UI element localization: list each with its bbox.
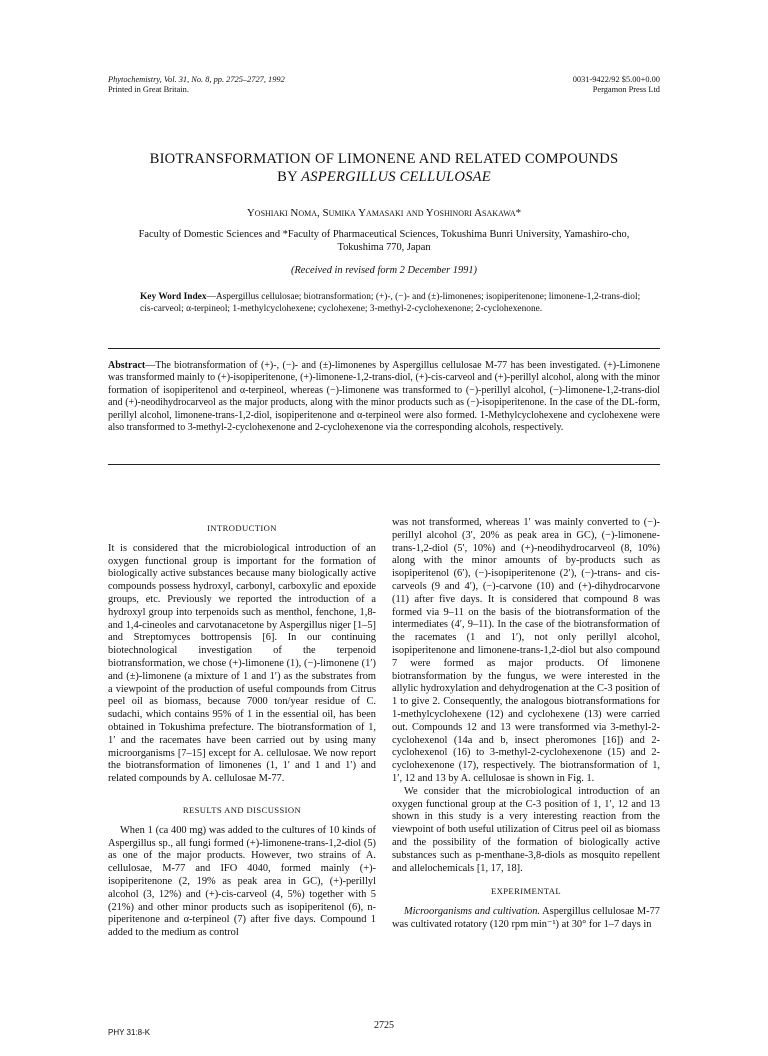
- article-title: [108, 150, 660, 186]
- affiliation-line-2: Tokushima 770, Japan: [337, 242, 431, 253]
- experimental-text: [392, 906, 660, 932]
- journal-line-2: Printed in Great Britain.: [108, 85, 189, 94]
- keyword-index: [140, 292, 645, 315]
- received-date: (Received in revised form 2 December 1991): [291, 265, 477, 276]
- affiliation: [108, 228, 660, 254]
- divider-top: [108, 348, 660, 349]
- journal-line-1: Phytochemistry, Vol. 31, No. 8, pp. 2725–2727, 1992: [108, 75, 285, 84]
- footer-code: PHY 31:8-K: [108, 1028, 151, 1037]
- title-line-1: BIOTRANSFORMATION OF LIMONENE AND RELATED COMPOUNDS: [149, 151, 619, 167]
- affiliation-line-1: Faculty of Domestic Sciences and *Faculty of Pharmaceutical Sciences, Tokushima Bunri University, Yamashiro-cho,: [138, 229, 630, 240]
- introduction-text: It is considered that the microbiological introduction of an oxygen functional group is important for the formation of biologically active substances because many biologically active compounds possess hydroxyl, carbonyl, carboxylic and epoxide groups, etc. Previously we reported the introduction of a hydroxyl group into terpenoids such as menthol, fenchone, 1,8- and 1,4-cineoles and carvotanacetone by Aspergillus niger [1–5] and Streptomyces bottropensis [6]. In our continuing biotechnological investigation of the terpenoid biotransformation, we chose (+)-limonene (1), (−)-limonene (1′) and (±)-limonene (a mixture of 1 and 1′) as the substrates from a viewpoint of the production of useful compounds from Citrus peel oil as biomass, because 7000 ton/year residue of C. sudachi, which contains 95% of 1 in the essential oil, has been obtained in Tokushima prefecture. The biotransformation of 1, 1′ and the racemates have been carried out by using many microorganisms [7–15] except for A. cellulosae. We now report the biotransformation of limonenes (1, 1′ and 1 and 1′) and related compounds by A. cellulosae M-77.: [108, 542, 376, 785]
- keyword-label: Key Word Index: [140, 292, 207, 302]
- publisher-name: Pergamon Press Ltd: [592, 85, 660, 94]
- abstract-text: —The biotransformation of (+)-, (−)- and (±)-limonenes by Aspergillus cellulosae M-77 has been investigated. (+)-Limonene was transformed mainly to (+)-isopiperitenone, (+)-limonene-1,2-trans-diol, (+)-cis-carveol and (+)-perillyl alcohol, along with the minor formation of isopiperitenol and α-terpineol, whereas (−)-limonene was transformed to (−)-perillyl alcohol, (−)-limonene-1,2-trans-diol and (+)-neodihydrocarveol as the major products, along with the minor products such as (−)-isopiperitenone. In the case of the DL-form, perillyl alcohol, limonene-trans-1,2-diol, isopiperitenone and α-terpineol were also formed. 1-Methylcyclohexene and cyclohexene were also transformed to 3-methyl-2-cyclohexenone and 2-cyclohexenone via the corresponding alcohols, respectively.: [108, 360, 660, 434]
- price-code: 0031-9422/92 $5.00+0.00: [572, 75, 660, 84]
- abstract-label: Abstract: [108, 360, 146, 371]
- introduction-heading: INTRODUCTION: [207, 523, 277, 533]
- page-number: 2725: [374, 1020, 394, 1031]
- keyword-text: —Aspergillus cellulosae; biotransformation; (+)-, (−)- and (±)-limonenes; isopiperitenone; limonene-1,2-trans-diol; cis-carveol; α-terpineol; 1-methylcyclohexene; cyclohexene; 3-methyl-2-cyclohexenone; 2-cyclohexenone.: [140, 292, 641, 314]
- discussion-text: We consider that the microbiological introduction of an oxygen functional group at the C-3 position of 1, 1′, 12 and 13 shown in this study is a very interesting reaction from the viewpoint of both useful utilization of Citrus peel oil as biomass and the possibility of the formation of biologically active substances such as p-menthane-3,8-diols as mosquito repellent and allelochemicals [1, 17, 18].: [392, 785, 660, 874]
- journal-citation: [108, 75, 285, 95]
- title-line-2: [108, 168, 660, 186]
- abstract: [108, 360, 660, 434]
- results-text: When 1 (ca 400 mg) was added to the cultures of 10 kinds of Aspergillus sp., all fungi formed (+)-limonene-trans-1,2-diol (5) as one of the major products. However, two strains of A. cellulosae, M-77 and IFO 4040, formed mainly (+)-isopiperitenone (2, 19% as peak area in GC), (+)-perillyl alcohol (3, 12%) and (+)-cis-carveol (4, 5%) together with 5 (21%) and other minor products such as isopiperitenol (6), n-piperitenone and α-terpineol (7) after five days. Compound 1 added to the medium as control: [108, 824, 376, 939]
- divider-bottom: [108, 464, 660, 465]
- experimental-label: Microorganisms and cultivation.: [404, 906, 541, 918]
- experimental-heading: EXPERIMENTAL: [491, 886, 561, 897]
- authors: Yoshiaki Noma, Sumika Yamasaki and Yoshinori Asakawa*: [246, 207, 522, 219]
- left-column: [108, 522, 376, 940]
- title-organism: ASPERGILLUS CELLULOSAE: [301, 169, 491, 185]
- title-by: BY: [277, 169, 302, 185]
- right-column: [392, 517, 660, 932]
- publisher-code: [573, 75, 660, 95]
- results-heading: RESULTS AND DISCUSSION: [182, 804, 302, 815]
- results-continued: was not transformed, whereas 1′ was mainly converted to (−)-perillyl alcohol (3′, 20% as peak area in GC), (−)-limonene-trans-1,2-diol (5′, 10%) and (+)-neodihydrocarveol (8, 10%) along with the minor amounts of by-products such as isopiperitenol (6′), (−)-isopiperitenone (2′), (−)-trans- and cis-carveols (9 and 4′), (−)-carvone (10) and (+)-dihydrocarvone (11) after five days. It is considered that compound 8 was formed via 9–11 on the basis of the biotransformation of the intermediates (4′, 9–11). In the case of the biotransformation of the racemates (1 and 1′), not only perillyl alcohol, isopiperitenone and limonene-trans-1,2-diol but also compound 7 were formed as major products. Of limonene biotransformation by the fungus, we were interested in the allylic hydroxylation and dehydrogenation at the C-3 position of 1 to give 2. Consequently, the analogous biotransformations for 1-methylcyclohexene (12) and cyclohexene (13) were carried out. Compounds 12 and 13 were transformed via 3-methyl-2-cyclohexenol (14a and b, insect pheromones [16]) and 2-cyclohexenol (16) to 3-methyl-2-cyclohexenone (15) and 2-cyclohexenone (17), respectively. The biotransformation of 1, 1′, 12 and 13 by A. cellulosae is shown in Fig. 1.: [392, 517, 660, 784]
- experimental-body: Aspergillus cellulosae M-77 was cultivated rotatory (120 rpm min⁻¹) at 30° for 1–7 days in: [392, 906, 660, 930]
